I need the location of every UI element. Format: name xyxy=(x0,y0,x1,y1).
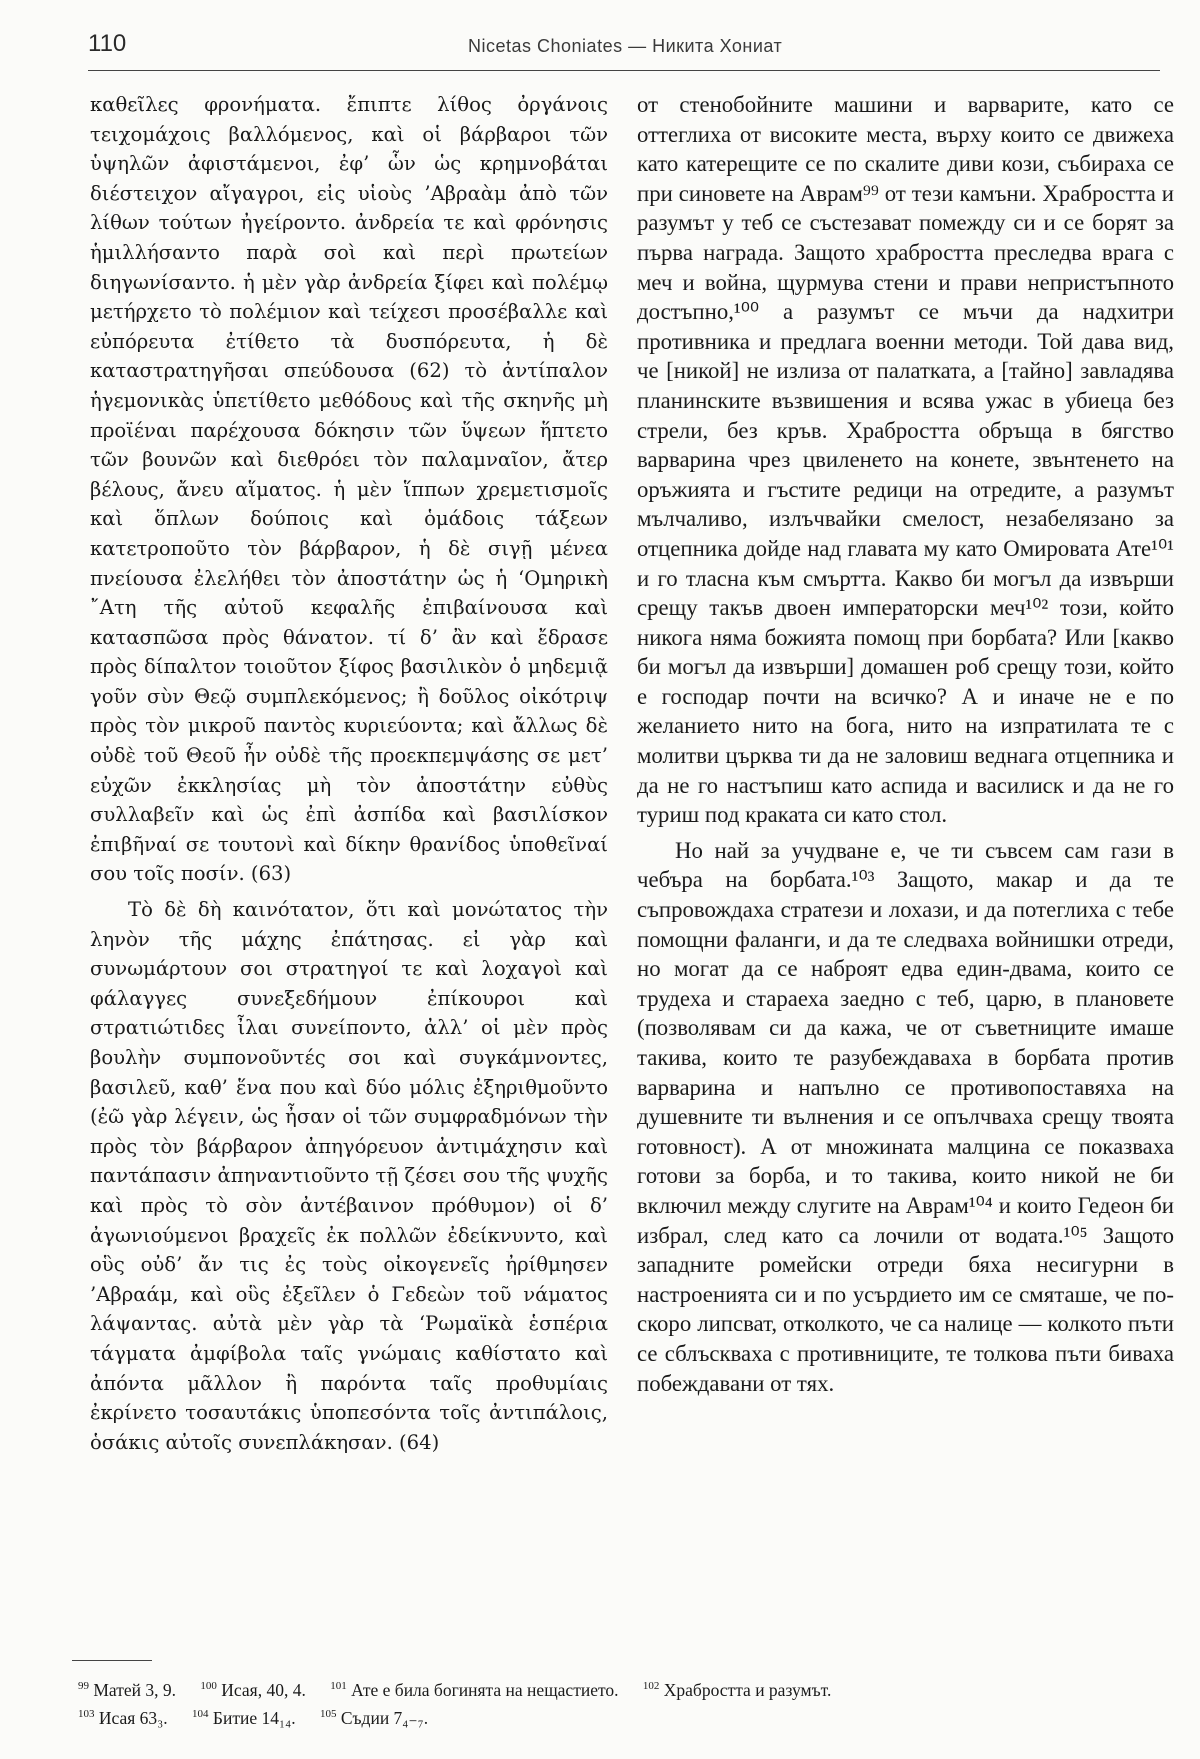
footnote-line-2 xyxy=(78,1702,1178,1730)
footnote-105: $^{105}$ Съдии 7₄₋₇. xyxy=(319,1707,429,1728)
bulgarian-paragraph-1: от стенобойните машини и варварите, като се оттеглиха от високите места, върху които се движеха като катерещите се по скалите диви кози, събираха се при синовете на Аврам⁹⁹ от тези камъни. Храбростта и разумът у теб се състезават помежду си и се борят за първа награда. Защото храбростта преследва врага с меч и война, щурмува стени и прави непристъпното достъпно,¹⁰⁰ а разумът се мъчи да надхитри противника и предлага военни методи. Той дава вид, че [никой] не излиза от палатката, а [тайно] завладява планинските възвишения и всява ужас в убиеца без стрели, без кръв. Храбростта обръща в бягство варварина чрез цвиленето на конете, звънтенето на оръжията и гъстите редици на отредите, а разумът мълчаливо, излъчвайки смелост, незабелязано за отцепника дойде над главата му като Омировата Ате¹⁰¹ и го тласна към смъртта. Какво би могъл да извърши срещу такъв двоен императорски меч¹⁰² този, който никога няма божията помощ при борбата? Или [какво би могъл да извърши] домашен роб срещу този, който е господар почти на всичко? А и иначе не е по желанието нито на бога, нито на изпратилата те с молитви църква ти да не заловиш веднага отцепника и да не го настъпиш като аспида и василиск и да не го туриш под краката си като стол. xyxy=(637,92,1174,828)
footnote-line-1 xyxy=(78,1674,1178,1702)
footnote-102: $^{102}$ Храбростта и разумът. xyxy=(642,1679,832,1700)
footnote-separator xyxy=(72,1660,152,1661)
bulgarian-paragraph-2: Но най за учудване е, че ти съвсем сам гази в чебъра на борбата.¹⁰³ Защото, макар и да те съпровождаха стратези и лохази, и да потеглиха с тебе помощни фаланги, и да те следваха войнишки отреди, но могат да се наброят едва един-двама, които се трудеха и стараеха заедно с теб, царю, в плановете (позволявам си да кажа, че от съветниците имаше такива, които те разубеждаваха в борбата против варварина и напълно се противопоставяха на душевните ти вълнения и се опълчваха срещу твоята готовност). А от множината малцина се показваха готови за борба, и то такива, които никой не би включил между слугите на Аврам¹⁰⁴ и които Гедеон би избрал, след като са лочили от водата.¹⁰⁵ Защото западните ромейски отреди бяха несигурни в настроенията си и по усърдието им се смяташе, че по-скоро липсват, отколкото, че са налице — колкото пъти се сблъскваха с противниците, те толкова пъти биваха побеждавани от тях. xyxy=(637,837,1174,1396)
greek-paragraph-1: καθεῖλες φρονήματα. ἔπιπτε λίθος ὀργάνοις τειχομάχοις βαλλόμενος, καὶ οἱ βάρβαροι τῶν ὑψηλῶν ἀφιστάμενοι, ἐφ’ ὧν ὡς κρημνοβάται διέστειχον αἴγαγροι, εἰς υἱοὺς ’Αβραὰμ ἀπὸ τῶν λίθων τούτων ἠγείροντο. ἀνδρεία τε καὶ φρόνησις ἡμιλλήσαντο παρὰ σοὶ καὶ περὶ πρωτείων διηγωνίσαντο. ἡ μὲν γὰρ ἀνδρεία ξίφει καὶ πολέμῳ μετήρχετο τὸ πολέμιον καὶ τείχεσι προσέβαλλε καὶ εὐπόρευτα ἐτίθετο τὰ δυσπόρευτα, ἡ δὲ καταστρατηγῆσαι σπεύδουσα (62) τὸ ἀντίπαλον ἡγεμονικὰς ὑπετίθετο μεθόδους καὶ τῆς σκηνῆς μὴ προϊέναι παρέχουσα δόκησιν τῶν ὕψεων ἥπτετο τῶν βουνῶν καὶ διεθρόει τὸν παλαμναῖον, ἄτερ βέλους, ἄνευ αἵματος. ἡ μὲν ἵππων χρεμετισμοῖς καὶ ὅπλων δούποις καὶ ὁμάδοις τάξεων κατετροποῦτο τὸν βάρβαρον, ἡ δὲ σιγῇ μένεα πνείουσα ἐλελήθει τὸν ἀποστάτην ὡς ἡ ‘Ομηρικὴ ῎Ατη τῆς αὐτοῦ κεφαλῆς ἐπιβαίνουσα καὶ κατασπῶσα πρὸς θάνατον. τί δ’ ἂν καὶ ἔδρασε πρὸς δίπαλτον τοιοῦτον ξίφος βασιλικὸν ὁ μηδεμιᾷ γοῦν σὺν Θεῷ συμπλεκόμενος; ἢ δοῦλος οἰκότριψ πρὸς τὸν μικροῦ παντὸς κυριεύοντα; καὶ ἄλλως δὲ οὐδὲ τοῦ Θεοῦ ἦν οὐδὲ τῆς προεκπεμψάσης σε μετ’ εὐχῶν ἐκκλησίας μὴ τὸν ἀποστάτην εὐθὺς συλλαβεῖν καὶ ὡς ἐπὶ ἀσπίδα καὶ βασιλίσκον ἐπιβῆναί σε τουτονὶ καὶ δίκην θρανίδος ὑποθεῖναί σου τοῖς ποσίν. (63) xyxy=(90,93,608,886)
page-number: 110 xyxy=(88,30,127,57)
bulgarian-text-column xyxy=(637,90,1174,1398)
greek-paragraph-2: Τὸ δὲ δὴ καινότατον, ὅτι καὶ μονώτατος τὴν ληνὸν τῆς μάχης ἐπάτησας. εἰ γὰρ καὶ συνωμάρτουν σοι στρατηγοί τε καὶ λοχαγοὶ καὶ φάλαγγες συνεξεδήμουν ἐπίκουροι καὶ στρατιώτιδες ἶλαι συνείποντο, ἀλλ’ οἱ μὲν πρὸς βουλὴν συμπονοῦντές σοι καὶ συγκάμνοντες, βασιλεῦ, καθ’ ἕνα που καὶ δύο μόλις ἐξηριθμοῦντο (ἐῶ γὰρ λέγειν, ὡς ἦσαν οἱ τῶν συμφραδμόνων τὴν πρὸς τὸν βάρβαρον ἀπηγόρευον ἀντιμάχησιν καὶ παντάπασιν ἀπηναντιοῦντο τῇ ζέσει σου τῆς ψυχῆς καὶ πρὸς τὸ σὸν ἀντέβαινον πρόθυμον) οἱ δ’ ἀγωνιούμενοι βραχεῖς ἐκ πολλῶν ἐδείκνυντο, καὶ οὓς οὐδ’ ἄν τις ἐς τοὺς οἰκογενεῖς ἠρίθμησεν ’Αβραάμ, καὶ οὓς ἐξεῖλεν ὁ Γεδεὼν τοῦ νάματος λάψαντας. αὐτὰ μὲν γὰρ τὰ ‘Ρωμαϊκὰ ἑσπέρια τάγματα ἀμφίβολα ταῖς γνώμαις καθίστατο καὶ ἀπόντα μᾶλλον ἢ παρόντα ταῖς προθυμίαις ἐκρίνετο τοσαυτάκις ὑποπεσόντα τοῖς ἀντιπάλοις, ὁσάκις αὐτοῖς συνεπλάκησαν. (64) xyxy=(90,898,608,1454)
footnote-101: $^{101}$ Ате е била богинята на нещастието. xyxy=(330,1679,619,1700)
footnote-104: $^{104}$ Битие 14₁₄. xyxy=(192,1707,296,1728)
footnote-103: $^{103}$ Исая 63₃. xyxy=(78,1707,168,1728)
running-title: Nicetas Choniates — Никита Хониат xyxy=(468,36,783,56)
footnote-100: $^{100}$ Исая, 40, 4. xyxy=(200,1679,306,1700)
greek-text-column xyxy=(90,90,608,1457)
footnotes xyxy=(78,1674,1178,1730)
page-header xyxy=(88,26,1160,71)
footnote-99: $^{99}$ Матей 3, 9. xyxy=(78,1679,177,1700)
